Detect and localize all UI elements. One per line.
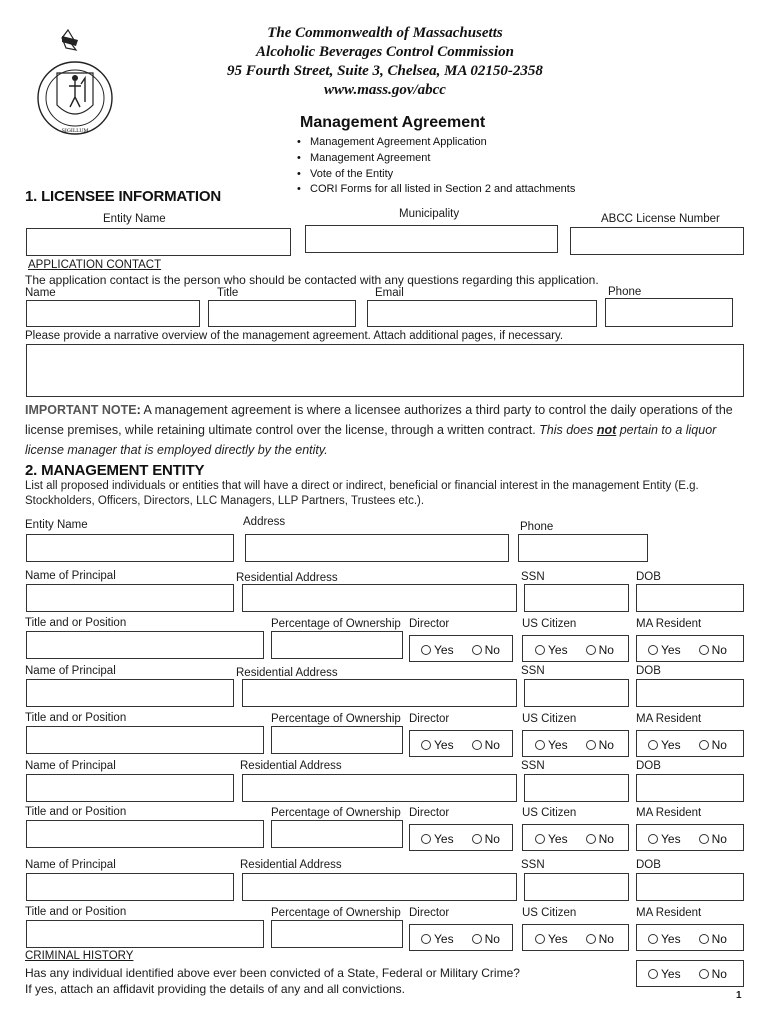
us-citizen-label: US Citizen — [522, 907, 577, 919]
no-label: No — [484, 643, 500, 657]
director-yes-radio[interactable] — [421, 934, 431, 944]
page-number: 1 — [736, 990, 742, 1001]
yes-label: Yes — [548, 832, 568, 846]
no-label: No — [484, 932, 500, 946]
title-position-label: Title and or Position — [25, 617, 127, 629]
contact-name-field[interactable] — [26, 300, 200, 327]
important-note-colon: : — [136, 403, 141, 417]
important-note-text: A management agreement is where a licensee authorizes a third party to control the daily operations of the license premises, while retaining ultimate control over the license, through a written contract. — [25, 403, 733, 437]
mgmt-phone-field[interactable] — [518, 534, 648, 562]
application-contact-description: The application contact is the person who should be contacted with any questions regarding this application. — [25, 273, 599, 287]
us-citizen-yes-radio[interactable] — [535, 934, 545, 944]
important-note — [25, 400, 745, 460]
criminal-history-question: Has any individual identified above ever been convicted of a State, Federal or Military Crime? — [25, 966, 520, 980]
us-citizen-yes-radio[interactable] — [535, 645, 545, 655]
header-line-3: 95 Fourth Street, Suite 3, Chelsea, MA 02150-2358 — [227, 63, 543, 79]
contact-email-field[interactable] — [367, 300, 597, 327]
ma-resident-label: MA Resident — [636, 618, 702, 630]
us-citizen-no-radio[interactable] — [586, 834, 596, 844]
yes-label: Yes — [548, 932, 568, 946]
dob-field[interactable] — [636, 584, 744, 612]
us-citizen-label: US Citizen — [522, 618, 577, 630]
header-line-1: The Commonwealth of Massachusetts — [267, 25, 503, 41]
important-note-not: not — [596, 423, 617, 437]
yes-label: Yes — [661, 738, 681, 752]
ma-resident-label: MA Resident — [636, 907, 702, 919]
no-label: No — [598, 643, 614, 657]
contact-phone-label: Phone — [608, 286, 642, 298]
application-contact-heading: APPLICATION CONTACT — [28, 259, 162, 271]
criminal-history-instruction: If yes, attach an affidavit providing the details of any and all convictions. — [25, 982, 406, 996]
ownership-label: Percentage of Ownership — [271, 907, 401, 919]
director-label: Director — [409, 907, 450, 919]
us-citizen-label: US Citizen — [522, 713, 577, 725]
us-citizen-no-radio[interactable] — [586, 934, 596, 944]
title-position-field[interactable] — [26, 631, 264, 659]
no-label: No — [598, 932, 614, 946]
municipality-field[interactable] — [305, 225, 558, 253]
checklist-item: • Management Agreement Application — [310, 136, 487, 148]
mgmt-address-label: Address — [243, 516, 286, 528]
no-label: No — [711, 832, 727, 846]
director-yes-radio[interactable] — [421, 740, 431, 750]
residential-address-field[interactable] — [242, 873, 517, 901]
ma-resident-label: MA Resident — [636, 713, 702, 725]
yes-label: Yes — [661, 932, 681, 946]
ownership-label: Percentage of Ownership — [271, 713, 401, 725]
principal-name-label: Name of Principal — [25, 760, 116, 772]
residential-address-field[interactable] — [242, 679, 517, 707]
director-label: Director — [409, 713, 450, 725]
mgmt-entity-name-label: Entity Name — [25, 519, 88, 531]
narrative-label: Please provide a narrative overview of the management agreement. Attach additional pages, if necessary. — [25, 330, 564, 342]
header-line-2: Alcoholic Beverages Control Commission — [256, 44, 514, 60]
dob-field[interactable] — [636, 679, 744, 707]
contact-title-field[interactable] — [208, 300, 356, 327]
ownership-field[interactable] — [271, 631, 403, 659]
title-position-label: Title and or Position — [25, 906, 127, 918]
director-no-radio[interactable] — [472, 934, 482, 944]
criminal-history-heading: CRIMINAL HISTORY — [25, 950, 134, 962]
ma-resident-no-radio[interactable] — [699, 834, 709, 844]
director-no-radio[interactable] — [472, 645, 482, 655]
yes-label: Yes — [434, 738, 454, 752]
us-citizen-yes-radio[interactable] — [535, 740, 545, 750]
criminal-yes-radio[interactable] — [648, 969, 658, 979]
dob-label: DOB — [636, 760, 661, 772]
no-label: No — [711, 643, 727, 657]
dob-field[interactable] — [636, 774, 744, 802]
principal-name-label: Name of Principal — [25, 570, 116, 582]
no-label: No — [484, 832, 500, 846]
important-note-label: IMPORTANT NOTE — [25, 403, 137, 417]
criminal-no-radio[interactable] — [699, 969, 709, 979]
ssn-field[interactable] — [524, 774, 629, 802]
ma-resident-no-radio[interactable] — [699, 934, 709, 944]
title-position-label: Title and or Position — [25, 712, 127, 724]
mgmt-phone-label: Phone — [520, 521, 554, 533]
licensee-entity-name-field[interactable] — [26, 228, 291, 256]
us-citizen-no-radio[interactable] — [586, 645, 596, 655]
ownership-field[interactable] — [271, 726, 403, 754]
us-citizen-no-radio[interactable] — [586, 740, 596, 750]
title-position-label: Title and or Position — [25, 806, 127, 818]
abcc-license-label: ABCC License Number — [601, 213, 720, 225]
ssn-label: SSN — [521, 760, 545, 772]
no-label: No — [711, 967, 727, 981]
ownership-label: Percentage of Ownership — [271, 618, 401, 630]
ownership-label: Percentage of Ownership — [271, 807, 401, 819]
residential-address-field[interactable] — [242, 774, 517, 802]
residential-address-label: Residential Address — [236, 572, 338, 584]
ssn-label: SSN — [521, 859, 545, 871]
yes-label: Yes — [434, 643, 454, 657]
us-citizen-label: US Citizen — [522, 807, 577, 819]
us-citizen-yes-radio[interactable] — [535, 834, 545, 844]
ssn-field[interactable] — [524, 873, 629, 901]
director-label: Director — [409, 618, 450, 630]
svg-text:SIGILLUM: SIGILLUM — [61, 128, 89, 134]
page-title: Management Agreement — [300, 114, 486, 131]
contact-title-label: Title — [217, 287, 239, 299]
ssn-label: SSN — [521, 665, 545, 677]
checklist-item: • Management Agreement — [310, 152, 430, 164]
ssn-field[interactable] — [524, 679, 629, 707]
yes-label: Yes — [661, 643, 681, 657]
contact-phone-field[interactable] — [605, 298, 733, 327]
dob-field[interactable] — [636, 873, 744, 901]
principal-name-field[interactable] — [26, 774, 234, 802]
entity-name-label: Entity Name — [103, 213, 166, 225]
title-position-field[interactable] — [26, 820, 264, 848]
no-label: No — [711, 932, 727, 946]
director-yes-radio[interactable] — [421, 645, 431, 655]
yes-label: Yes — [661, 832, 681, 846]
title-position-field[interactable] — [26, 920, 264, 948]
ma-resident-label: MA Resident — [636, 807, 702, 819]
director-no-radio[interactable] — [472, 834, 482, 844]
principal-name-field[interactable] — [26, 584, 234, 612]
contact-email-label: Email — [375, 287, 404, 299]
contact-name-label: Name — [25, 287, 56, 299]
ma-resident-no-radio[interactable] — [699, 740, 709, 750]
principal-name-field[interactable] — [26, 679, 234, 707]
ssn-label: SSN — [521, 571, 545, 583]
principal-name-label: Name of Principal — [25, 859, 116, 871]
important-note-italic-2: pertain to a liquor license manager that is employed directly by the entity. — [25, 423, 717, 457]
residential-address-label: Residential Address — [240, 859, 342, 871]
narrative-overview-field[interactable] — [26, 344, 744, 397]
ssn-field[interactable] — [524, 584, 629, 612]
no-label: No — [484, 738, 500, 752]
checklist-item: • CORI Forms for all listed in Section 2 and attachments — [310, 183, 575, 195]
director-yes-radio[interactable] — [421, 834, 431, 844]
ma-resident-yes-radio[interactable] — [648, 934, 658, 944]
ownership-field[interactable] — [271, 820, 403, 848]
principal-name-field[interactable] — [26, 873, 234, 901]
dob-label: DOB — [636, 859, 661, 871]
no-label: No — [711, 738, 727, 752]
no-label: No — [598, 832, 614, 846]
ma-resident-yes-radio[interactable] — [648, 645, 658, 655]
yes-label: Yes — [548, 643, 568, 657]
important-note-italic-1: This does — [539, 423, 597, 437]
checklist-item: • Vote of the Entity — [310, 168, 393, 180]
residential-address-label: Residential Address — [240, 760, 342, 772]
yes-label: Yes — [661, 967, 681, 981]
section-1-heading: 1. LICENSEE INFORMATION — [25, 188, 221, 205]
dob-label: DOB — [636, 665, 661, 677]
residential-address-label: Residential Address — [236, 667, 338, 679]
mgmt-entity-name-field[interactable] — [26, 534, 234, 562]
principal-name-label: Name of Principal — [25, 665, 116, 677]
abcc-license-number-field[interactable] — [570, 227, 744, 255]
title-position-field[interactable] — [26, 726, 264, 754]
mgmt-address-field[interactable] — [245, 534, 509, 562]
ma-resident-yes-radio[interactable] — [648, 740, 658, 750]
director-no-radio[interactable] — [472, 740, 482, 750]
yes-label: Yes — [434, 932, 454, 946]
residential-address-field[interactable] — [242, 584, 517, 612]
yes-label: Yes — [548, 738, 568, 752]
ma-resident-no-radio[interactable] — [699, 645, 709, 655]
header-line-4: www.mass.gov/abcc — [324, 82, 446, 98]
section-2-heading: 2. MANAGEMENT ENTITY — [25, 462, 205, 479]
municipality-label: Municipality — [399, 208, 460, 220]
director-label: Director — [409, 807, 450, 819]
dob-label: DOB — [636, 571, 661, 583]
section-2-description: List all proposed individuals or entities that will have a direct or indirect, beneficial or financial interest in the management Entity (E.g. Stockholders, Officers, Directors, LLC Managers, LLP Partners, Trustees etc.). — [25, 480, 699, 507]
no-label: No — [598, 738, 614, 752]
yes-label: Yes — [434, 832, 454, 846]
ma-resident-yes-radio[interactable] — [648, 834, 658, 844]
ownership-field[interactable] — [271, 920, 403, 948]
